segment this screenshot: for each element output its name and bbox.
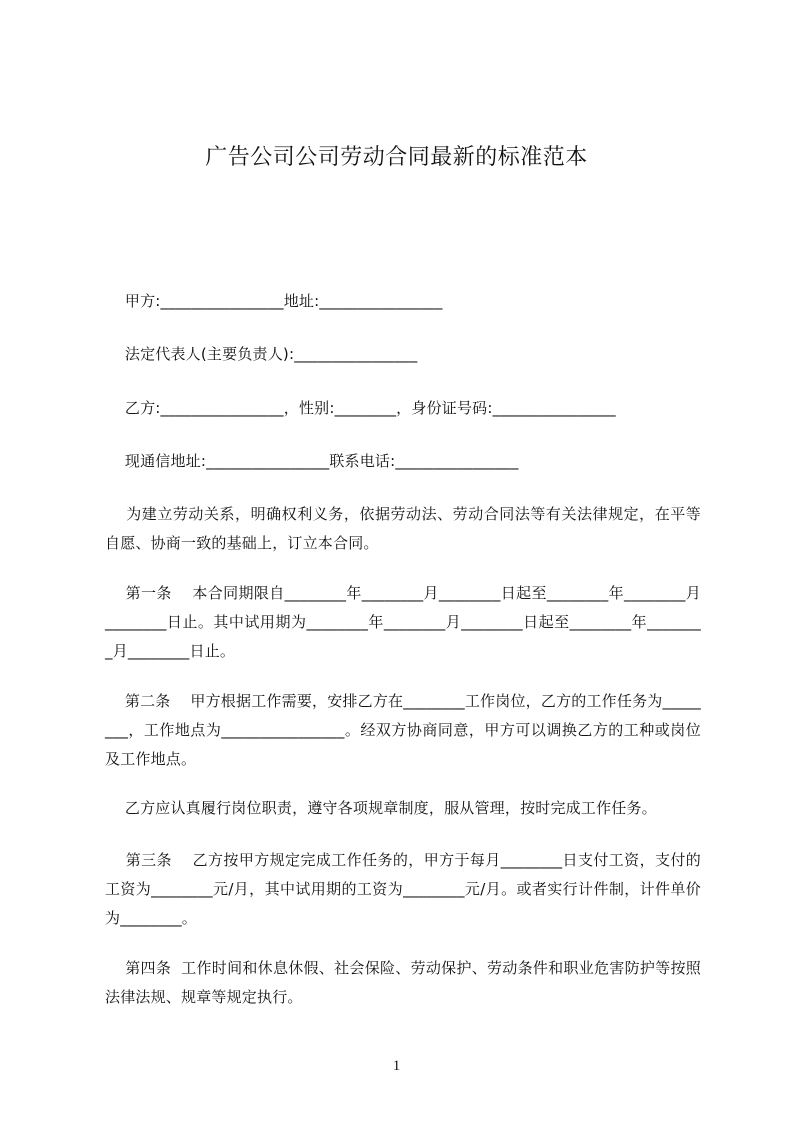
document-title: 广告公司公司劳动合同最新的标准范本 [205,145,588,170]
article-4-paragraph: 第四条 工作时间和休息休假、社会保险、劳动保护、劳动条件和职业危害防护等按照法律法规、规章等规定执行。 [105,959,701,1006]
article-2-paragraph: 第二条 甲方根据工作需要，安排乙方在________工作岗位，乙方的工作任务为________，工作地点为________________。经双方协商同意，甲方可以调换乙方的工种或岗位及工作地点。 [105,692,701,768]
legal-representative-line: 法定代表人(主要负责人):________________ [105,345,418,363]
article-1-paragraph: 第一条 本合同期限自________年________月________日起至________年________月________日止。其中试用期为________年________月________日起至________年________月________日止。 [105,584,701,660]
party-b-line: 乙方:________________，性别:________，身份证号码:________________ [105,399,616,417]
party-a-line: 甲方:________________地址:________________ [105,292,443,310]
article-3-paragraph: 第三条 乙方按甲方规定完成工作任务的，甲方于每月________日支付工资，支付的工资为________元/月，其中试用期的工资为________元/月。或者实行计件制，计件单价为________。 [105,851,701,927]
contact-line: 现通信地址:________________联系电话:________________ [105,452,519,470]
intro-paragraph: 为建立劳动关系，明确权利义务，依据劳动法、劳动合同法等有关法律规定，在平等自愿、协商一致的基础上，订立本合同。 [105,505,702,552]
page-number: 1 [392,1058,401,1074]
duty-paragraph: 乙方应认真履行岗位职责，遵守各项规章制度，服从管理，按时完成工作任务。 [105,799,657,817]
